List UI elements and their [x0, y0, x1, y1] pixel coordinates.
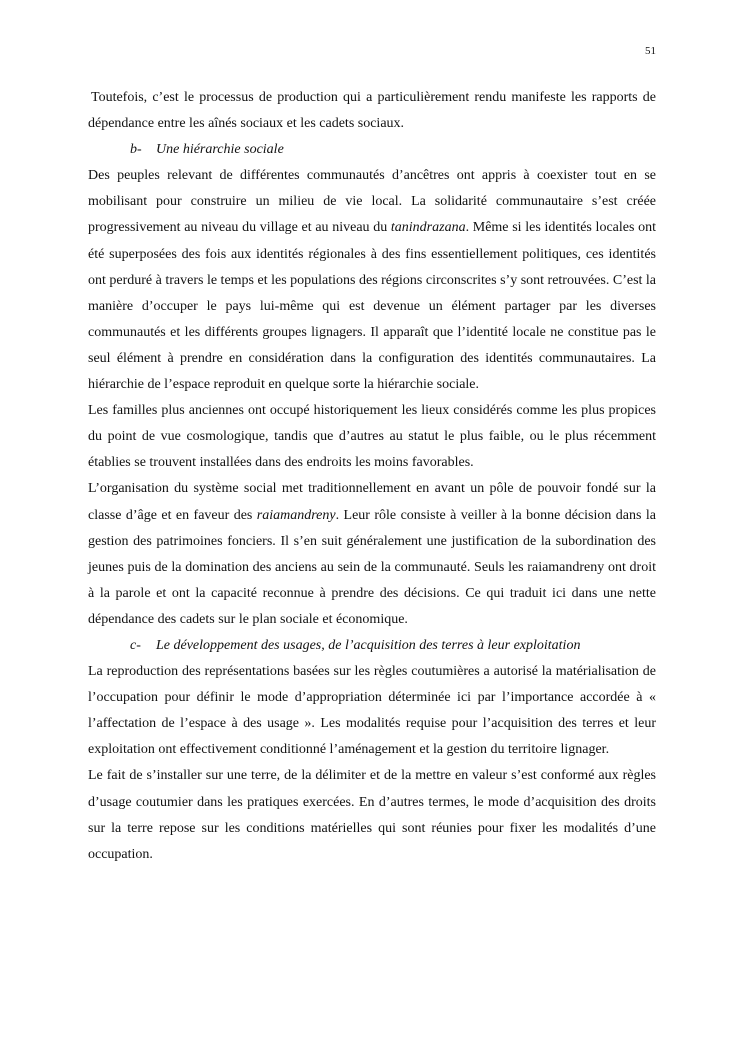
section-letter-c: c- — [130, 637, 141, 653]
paragraph-social-organisation — [88, 476, 656, 633]
paragraph-production-process: Toutefois, c’est le processus de production qui a particulièrement rendu manifeste les rapports de dépendance entre les aînés sociaux et les cadets sociaux. — [88, 90, 656, 132]
section-title-c: Le développement des usages, de l’acquisition des terres à leur exploitation — [156, 637, 581, 653]
paragraph-old-families: Les familles plus anciennes ont occupé historiquement les lieux considérés comme les plus propices du point de vue cosmologique, tandis que d’autres au statut le plus faible, ou le plus récemment établies se trouvent installées dans des endroits les moins favorables. — [88, 403, 656, 471]
paragraph-local-identity — [88, 163, 656, 398]
paragraph-text: L’organisation du système social met traditionnellement en avant un pôle de pouvoir fondé sur la classe d’âge et en faveur des — [88, 481, 656, 523]
paragraph-text: . Même si les identités locales ont été superposées des fois aux identités régionales à des fins essentiellement politiques, ces identités ont perduré à travers le temps et les populations des régions circonscrites s’y sont retrouvées. C’est la manière d’occuper le pays lui-même qui est devenue un élément partager par les diverses communautés et les différents groupes lignagers. Il apparaît que l’identité locale ne constitue pas le seul élément à prendre en considération dans la configuration des identités communautaires. La hiérarchie de l’espace reproduit en quelque sorte la hiérarchie sociale. — [88, 220, 657, 393]
section-heading-c — [88, 633, 656, 659]
page-number: 51 — [645, 45, 656, 57]
section-heading-b — [88, 137, 656, 163]
paragraph-land-settlement: Le fait de s’installer sur une terre, de la délimiter et de la mettre en valeur s’est conformé aux règles d’usage coutumier dans les pratiques exercées. En d’autres termes, le mode d’acquisition des droits sur la terre repose sur les conditions matérielles qui sont réunies pour fixer les modalités d’une occupation. — [88, 768, 656, 862]
italic-term-raiamandreny: raiamandreny — [256, 507, 336, 523]
section-letter-b: b- — [130, 142, 142, 158]
paragraph-representations: La reproduction des représentations basées sur les règles coutumières a autorisé la matérialisation de l’occupation pour définir le mode d’appropriation déterminée ici par l’importance accordée à « l’affectation de l’espace à des usage ». Les modalités requise pour l’acquisition des terres et leur exploitation ont effectivement conditionné l’aménagement et la gestion du territoire lignager. — [88, 664, 656, 758]
paragraph-text: . Leur rôle consiste à veiller à la bonne décision dans la gestion des patrimoines fonciers. Il s’en suit généralement une justification de la subordination des jeunes puis de la domination des anciens au sein de la communauté. Seuls les raiamandreny ont droit à la parole et ont la capacité reconnue à prendre des décisions. Ce qui traduit ici dans une nette dépendance des cadets sur le plan sociale et économique. — [88, 507, 656, 627]
italic-term-tanindrazana: tanindrazana — [390, 220, 466, 236]
document-body — [88, 85, 656, 868]
paragraph-text: Des peuples relevant de différentes communautés d’ancêtres ont appris à coexister tout en se mobilisant pour construire un milieu de vie local. La solidarité communautaire s’est créée progressivement au niveau du village et au niveau du — [88, 168, 656, 236]
section-title-b: Une hiérarchie sociale — [156, 142, 284, 158]
